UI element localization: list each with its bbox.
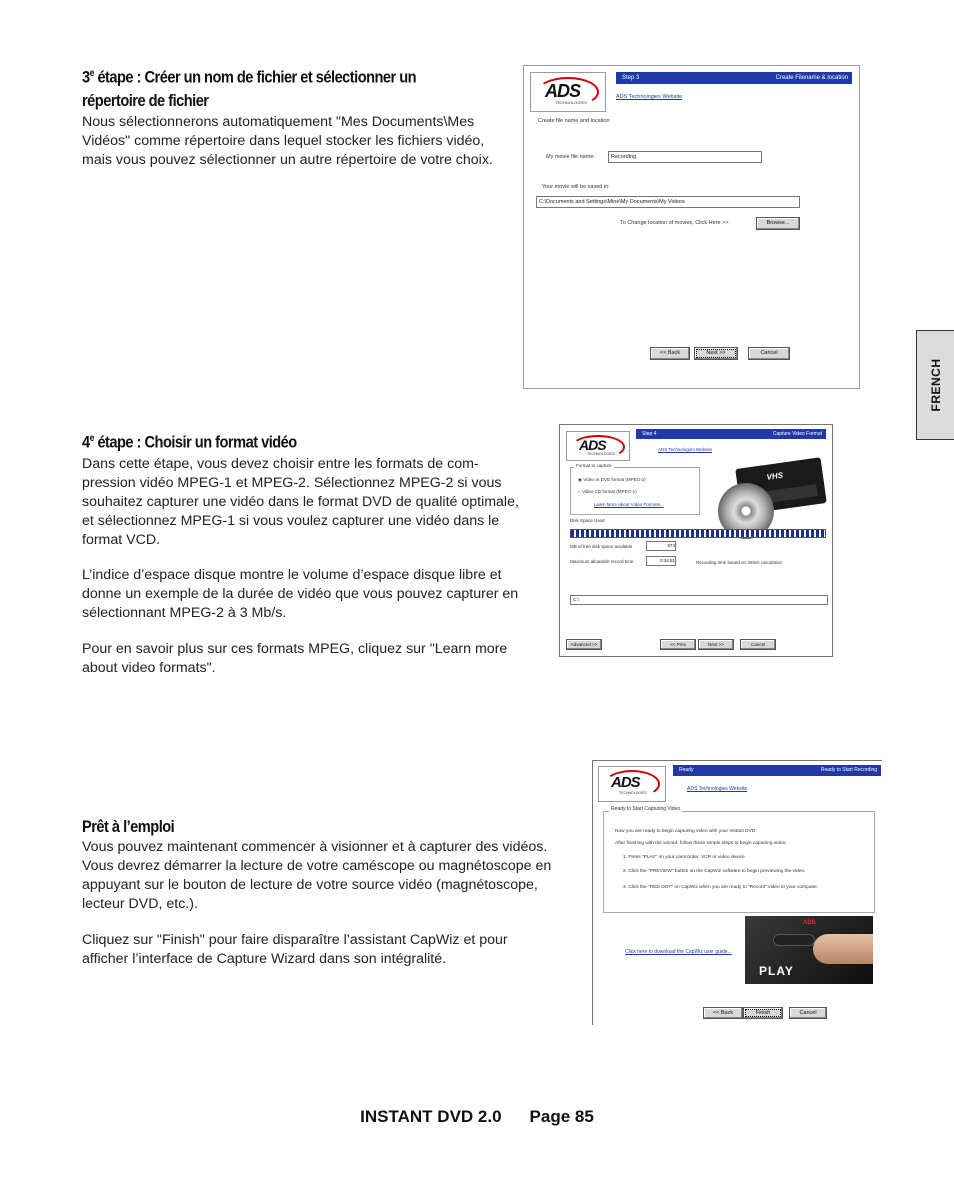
- ready-group: [603, 811, 875, 913]
- section3-title-line2: répertoire de fichier: [82, 90, 209, 110]
- play-button-image: [745, 916, 873, 984]
- cancel-button[interactable]: Cancel: [789, 1007, 827, 1019]
- section5-para2: Cliquez sur "Finish" pour faire disparaître l’assistant CapWiz et pour afficher l’interface de Capture Wizard dans son intégralité.: [82, 932, 508, 967]
- section4-para1: Dans cette étape, vous devez choisir entre les formats de com-pression vidéo MPEG-1 et MPEG-2. Sélectionnez MPEG-2 si vous souhaitez capturer une vidéo dans le format DVD de qualité optimale, et sélectionnez MPEG-1 si vous voulez capturer une vidéo dans le format VCD.: [82, 456, 519, 548]
- section4-title: étape : Choisir un format vidéo: [93, 432, 297, 452]
- mpeg2-radio[interactable]: ◉ Video in DVD format (MPEG-2): [578, 477, 646, 482]
- vhs-label: VHS: [766, 470, 784, 482]
- mpeg1-label: Video CD format (MPEG-1): [581, 489, 637, 494]
- logo-sub: TECHNOLOGIES: [555, 100, 587, 105]
- cancel-button[interactable]: Cancel: [740, 639, 776, 650]
- ready-step1: 1. Press "PLAY" on your camcorder, VCR or video device.: [623, 855, 747, 860]
- finish-button[interactable]: Finish: [743, 1007, 783, 1019]
- section5-heading: Prêt à l’emploi: [82, 817, 175, 836]
- logo-sub: TECHNOLOGIES: [587, 452, 615, 456]
- ready-group-label: Ready to Start Capturing Video: [611, 806, 681, 812]
- footer-title: INSTANT DVD 2.0: [360, 1107, 502, 1126]
- ads-website-link[interactable]: ADS Technologies Website: [658, 447, 713, 452]
- section5-para1: Vous pouvez maintenant commencer à visionner et à capturer des vidéos. Vous devrez démarrer la lecture de votre caméscope ou magnétoscope en appuyant sur le bouton de lecture de votre source vidéo (magnétoscope, lecteur DVD, etc.).: [82, 839, 552, 912]
- back-button[interactable]: << Back: [703, 1007, 743, 1019]
- cancel-button[interactable]: Cancel: [748, 347, 790, 360]
- section4-para2: L’indice d’espace disque montre le volume d’espace disque libre et donne un exemple de la durée de vidéo que vous pouvez capturer en sélectionnant MPEG-2 à 3 Mb/s.: [82, 567, 519, 621]
- logo-text: ADS: [545, 81, 581, 101]
- section4-para3: Pour en savoir plus sur ces formats MPEG, cliquez sur "Learn more about video formats".: [82, 641, 508, 676]
- title-bar: [616, 72, 852, 84]
- file-name-label: My movie file name:: [546, 154, 595, 160]
- section3-sup: e: [89, 68, 94, 79]
- section4-heading: [82, 427, 443, 454]
- logo-text: ADS: [611, 774, 640, 791]
- file-name-input[interactable]: Recording: [608, 151, 762, 163]
- change-location-label: To Change location of movies, Click Here >>: [620, 220, 729, 226]
- mpeg2-label: Video in DVD format (MPEG-2): [583, 477, 646, 482]
- save-location-input[interactable]: C:\Documents and Settings\Mine\My Documents\My Videos: [536, 196, 800, 208]
- ready-step2: 2. Click the "PREVIEW" button on the CapWiz software to begin previewing the video.: [623, 869, 806, 874]
- learn-more-link[interactable]: Learn More about Video Formats...: [594, 502, 664, 507]
- step-title: Ready to Start Recording: [820, 767, 877, 773]
- ready-line2: After finishing with the wizard, follow these simple steps to begin capturing video:: [615, 841, 787, 846]
- logo-text: ADS: [579, 437, 606, 453]
- max-time-label: Maximum allowable record time: [570, 559, 634, 564]
- prev-button[interactable]: << Prev: [660, 639, 696, 650]
- free-space-value: 874: [646, 541, 676, 551]
- step-title: Create Filename & location: [775, 75, 848, 81]
- step-label: Ready: [679, 767, 694, 773]
- disk-space-bar: [570, 529, 826, 538]
- finger-image: [813, 934, 873, 964]
- ads-logo: [530, 72, 606, 112]
- max-time-value: 0:34:51: [646, 556, 676, 566]
- footer-page: Page 85: [529, 1107, 594, 1126]
- mpeg1-radio[interactable]: ○ Video CD format (MPEG-1): [578, 489, 637, 494]
- ready-step3: 3. Click the "RED DOT" on CapWiz when you are ready to "Record" video to your computer.: [623, 885, 819, 890]
- logo-sub: TECHNOLOGIES: [619, 791, 647, 795]
- save-location-label: Your movie will be saved in:: [542, 184, 610, 190]
- section3-title-line1: étape : Créer un nom de fichier et sélectionner un: [93, 67, 417, 87]
- free-space-label: MB of free disk space available: [570, 544, 633, 549]
- browse-button[interactable]: Browse...: [756, 217, 800, 230]
- page-footer: [0, 1107, 954, 1127]
- section4-sup: e: [89, 433, 94, 444]
- section4-number: 4: [82, 432, 90, 452]
- back-button[interactable]: << Back: [650, 347, 690, 360]
- play-image-brand: ADS: [803, 920, 816, 926]
- recording-note: Recording time based on 3mb/s calculation.: [696, 560, 784, 565]
- step4-screenshot: [559, 424, 833, 657]
- title-bar: [636, 429, 826, 439]
- section-heading: Create file name and location: [538, 118, 610, 124]
- section3-number: 3: [82, 67, 90, 87]
- ads-logo: [598, 766, 666, 802]
- section3-body: Nous sélectionnerons automatiquement "Mes Documents\Mes Vidéos" comme répertoire dans lequel stocker les fichiers vidéo, mais vous pouvez sélectionner un autre répertoire de votre choix.: [82, 114, 493, 168]
- step-label: Step 3: [622, 75, 640, 81]
- disk-space-label: Disk Space Used: [570, 518, 605, 523]
- user-guide-link[interactable]: Click here to download the CapWiz user guide...: [625, 949, 732, 955]
- step-title: Capture Video Format: [772, 431, 822, 437]
- step3-screenshot: [523, 65, 860, 389]
- ads-website-link[interactable]: ADS Technologies Website: [687, 786, 748, 792]
- path-input[interactable]: C:\: [570, 595, 828, 605]
- next-button[interactable]: Next >>: [694, 347, 738, 360]
- ads-logo: [566, 431, 630, 461]
- next-button[interactable]: Next >>: [698, 639, 734, 650]
- title-bar: [673, 765, 881, 776]
- ready-screenshot: [592, 760, 882, 1025]
- language-tab: [916, 330, 954, 440]
- play-label: PLAY: [759, 964, 794, 978]
- format-group-label: Format to capture: [576, 463, 612, 468]
- ads-website-link[interactable]: ADS Technologies Website: [616, 94, 683, 100]
- step-label: Step 4: [642, 431, 657, 437]
- advanced-button[interactable]: Advanced >>: [566, 639, 602, 650]
- language-tab-label: FRENCH: [929, 358, 943, 412]
- ready-line1: Now you are ready to begin capturing video with your Instant DVD.: [615, 829, 757, 834]
- section3-heading: [82, 62, 529, 112]
